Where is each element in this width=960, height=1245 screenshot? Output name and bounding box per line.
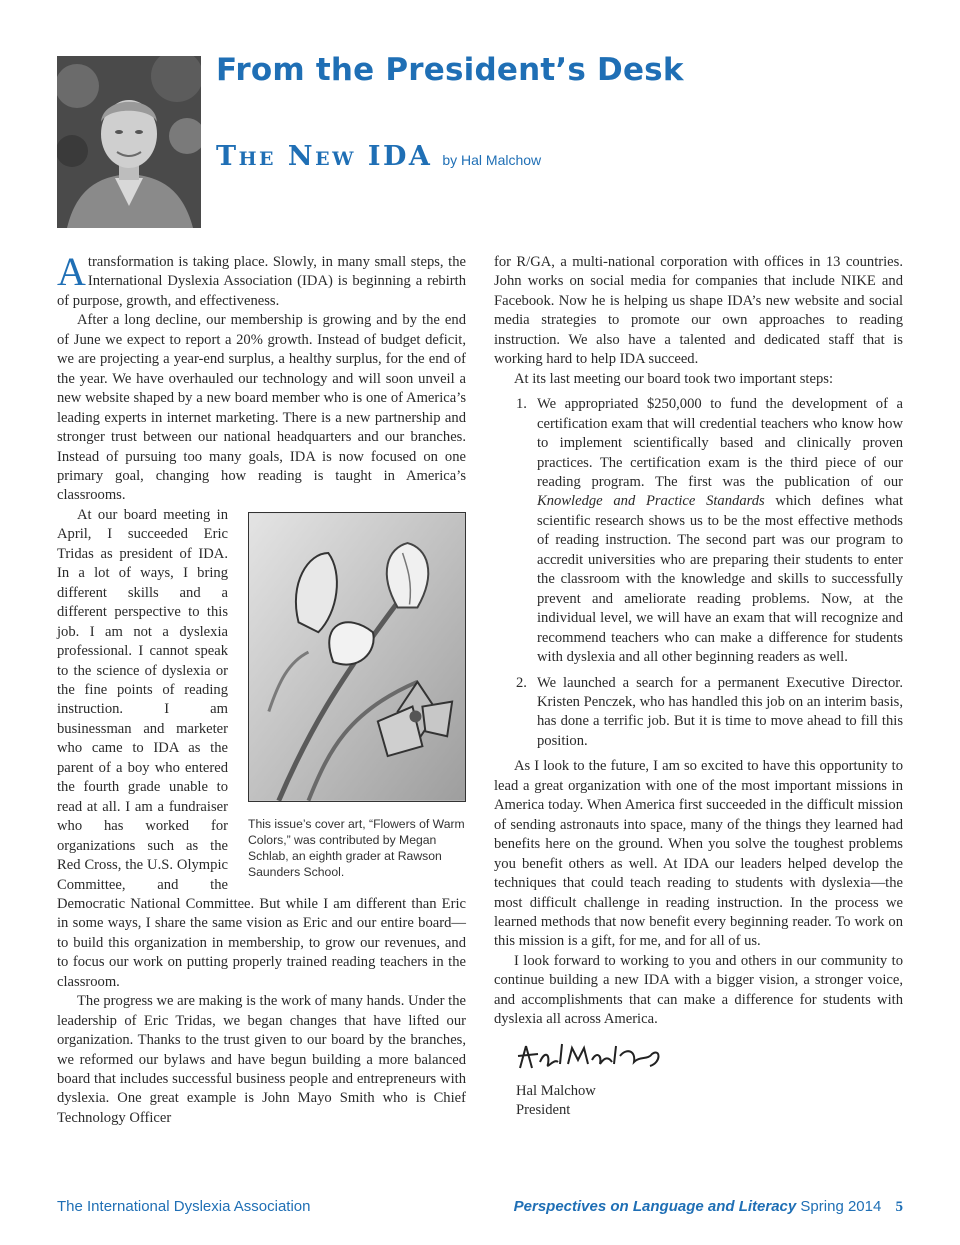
intro-paragraph xyxy=(57,249,466,311)
article-heading xyxy=(216,141,541,172)
paragraph-closing: I look forward to working to you and others in our community to continue building a new IDA with a bigger vision, a stronger voice, and accomplishments that can make a difference for students with dyslexia all across America. xyxy=(494,952,903,1028)
paragraph-steps-intro: At its last meeting our board took two important steps: xyxy=(514,370,833,387)
signer-role: President xyxy=(516,1102,571,1119)
footer-issue: Spring 2014 xyxy=(800,1198,882,1215)
steps-list xyxy=(494,395,903,751)
byline: by Hal Malchow xyxy=(442,152,542,168)
author-photo xyxy=(57,56,201,228)
footer-organization: The International Dyslexia Association xyxy=(57,1198,311,1215)
list-number: 2. xyxy=(516,674,527,691)
right-column xyxy=(494,253,903,1121)
list-number: 1. xyxy=(516,396,527,413)
paragraph-future: As I look to the future, I am so excited to have this opportunity to lead a great organization with one of the most important missions in America today. When America first succeeded in the difficult mission of sending astronauts into space, many of the things they learned had benefits here on the ground. When you solve the toughest problems you benefit others as well. At IDA our leaders helped develop the techniques that could teach reading to students with dyslexia—the most difficult challenge in reading instruction. In the process we learned methods that now benefit every beginning reader. To work on this mission is a gift, for me, and for all of us. xyxy=(494,758,903,950)
drop-cap: A xyxy=(57,249,86,294)
list-item xyxy=(494,395,903,667)
paragraph-president: At our board meeting in April, I succeeded Eric Tridas as president of IDA. In a lot of ways, I bring different skills and a different perspective to this job. I am not a dyslexia professional. I cannot speak to the science of dyslexia or the fine points of reading instruction. I am businessman and marketer who came to IDA as the parent of a boy who entered the fourth grade unable to read at all. I am a fundraiser who has worked for organizations such as the Red Cross, the U.S. Olympic Committee, and the Democratic National Committee. But while I am different than Eric in some ways, I share the same vision as Eric and our entire board—to build this organization in membership, to grow our revenues, and to focus our work on putting properly trained reading teachers in the classroom. xyxy=(57,506,466,990)
cover-art-figure xyxy=(236,512,466,879)
left-column xyxy=(57,249,466,1128)
footer-publication: Perspectives on Language and Literacy xyxy=(513,1198,797,1215)
footer-publication-info xyxy=(514,1198,903,1216)
page-title: From the President’s Desk xyxy=(216,52,684,88)
cover-art-image xyxy=(248,512,466,802)
list-item xyxy=(494,674,903,752)
list-text: We appropriated $250,000 to fund the development of a certification exam that will credential teachers who know how to implement scientifically based and clinically proven practices. The certification exam is the third piece of our reading program. The first was the publication of our xyxy=(537,396,903,490)
paragraph-continued: for R/GA, a multi-national corporation with offices in 13 countries. John works on social media for companies that include NIKE and Facebook. Now he is helping us shape IDA’s new website and social media strategies to promote our own approaches to reading instruction. We also have a talented and dedicated staff that is working hard to help IDA succeed. xyxy=(494,254,903,368)
signer-block xyxy=(516,1082,903,1121)
list-text-continued: which defines what scientific research shows us to be the most effective methods of reading instruction. The second part was our program to accredit universities who are preparing their students to enter the classroom with the knowledge and skills to successfully prevent and ameliorate reading problems. Now, at the individual level, we will have an exam that will recognize and recommend teachers who can make a difference for students with dyslexia and all other beginning readers as well. xyxy=(537,493,903,666)
page-number: 5 xyxy=(895,1199,903,1215)
publication-title: Knowledge and Practice Standards xyxy=(537,493,765,510)
paragraph-growth: After a long decline, our membership is growing and by the end of June we expect to report a 20% growth. Instead of budget deficit, we are projecting a year-end surplus, a healthy surplus, for the end of the year. We have overhauled our technology and will soon unveil a new website shaped by a new board member who is one of America’s leading experts in internet marketing. There is a new partnership and stronger trust between our national headquarters and our branches. Instead of pursuing too many goals, IDA is now focused on one primary goal, changing how reading is taught in America’s classrooms. xyxy=(57,312,466,504)
portrait-illustration xyxy=(57,56,201,228)
paragraph-progress: The progress we are making is the work of many hands. Under the leadership of Eric Tridas, we began changes that have lifted our organization. Thanks to the trust given to our board by the branches, we reformed our bylaws and have begun building a more balanced board that includes successful business people and entrepreneurs with dyslexia. One great example is John Mayo Smith who is Chief Technology Officer xyxy=(57,993,466,1126)
article-title: The New IDA xyxy=(216,141,433,172)
intro-text: transformation is taking place. Slowly, in many small steps, the International Dyslexia Association (IDA) is beginning a rebirth of purpose, growth, and effectiveness. xyxy=(57,254,466,309)
signature-image xyxy=(512,1038,672,1078)
list-text: We launched a search for a permanent Executive Director. Kristen Penczek, who has handled this job on an interim basis, has done a terrific job. But it is time to move ahead to fill this position. xyxy=(537,674,903,749)
art-caption: This issue’s cover art, “Flowers of Warm Colors,” was contributed by Megan Schlab, an eighth grader at Rawson Saunders School. xyxy=(248,816,465,879)
flowers-illustration xyxy=(249,513,465,801)
signer-name: Hal Malchow xyxy=(516,1082,596,1099)
